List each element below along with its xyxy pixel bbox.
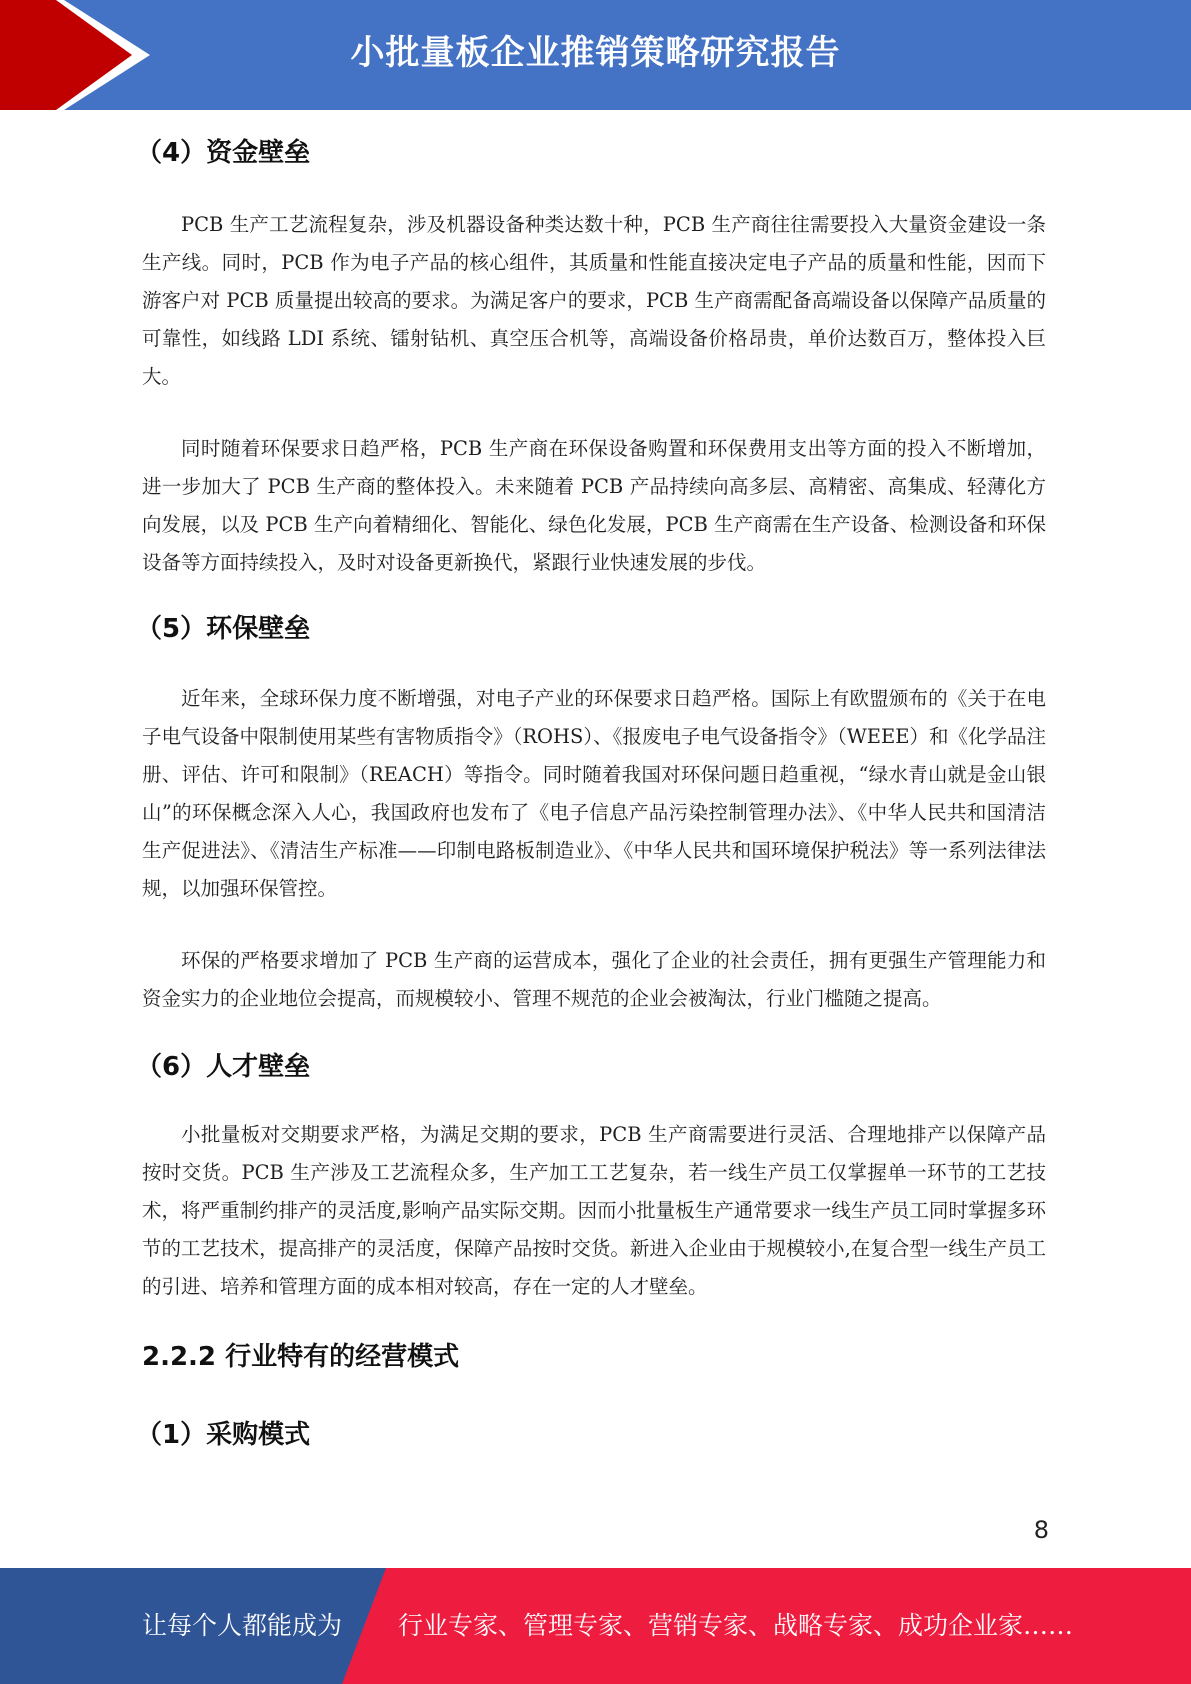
section-heading: （6）人才壁垒 xyxy=(136,1052,311,1082)
page-header xyxy=(0,0,1191,110)
section-procurement-model xyxy=(136,1414,1046,1451)
section-heading: （5）环保壁垒 xyxy=(136,614,311,644)
paragraph: 环保的严格要求增加了 PCB 生产商的运营成本，强化了企业的社会责任，拥有更强生产管理能力和资金实力的企业地位会提高，而规模较小、管理不规范的企业会被淘汰，行业门槛随之提高。 xyxy=(142,949,1046,1010)
section-heading: 2.2.2 行业特有的经营模式 xyxy=(142,1342,460,1372)
page-number: 8 xyxy=(1033,1516,1049,1544)
section-heading: （4）资金壁垒 xyxy=(136,138,311,168)
paragraph: 近年来，全球环保力度不断增强，对电子产业的环保要求日趋严格。国际上有欧盟颁布的《关于在电子电气设备中限制使用某些有害物质指令》（ROHS）、《报废电子电气设备指令》（WEEE）和《化学品注册、评估、许可和限制》（REACH）等指令。同时随着我国对环保问题日趋重视，“绿水青山就是金山银山”的环保概念深入人心，我国政府也发布了《电子信息产品污染控制管理办法》、《中华人民共和国清洁生产促进法》、《清洁生产标准——印制电路板制造业》、《中华人民共和国环境保护税法》等一系列法律法规，以加强环保管控。 xyxy=(142,687,1046,900)
section-heading: （1）采购模式 xyxy=(136,1420,311,1450)
section-talent-barrier xyxy=(136,1046,1046,1083)
section-business-model xyxy=(142,1336,1046,1373)
footer-slogan-left: 让每个人都能成为 xyxy=(142,1611,343,1640)
paragraph: 小批量板对交期要求严格，为满足交期的要求，PCB 生产商需要进行灵活、合理地排产以保障产品按时交货。PCB 生产涉及工艺流程众多，生产加工工艺复杂，若一线生产员工仅掌握单一环节的工艺技术，将严重制约排产的灵活度,影响产品实际交期。因而小批量板生产通常要求一线生产员工同时掌握多环节的工艺技术，提高排产的灵活度，保障产品按时交货。新进入企业由于规模较小,在复合型一线生产员工的引进、培养和管理方面的成本相对较高，存在一定的人才壁垒。 xyxy=(142,1123,1046,1298)
paragraph: 同时随着环保要求日趋严格，PCB 生产商在环保设备购置和环保费用支出等方面的投入不断增加，进一步加大了 PCB 生产商的整体投入。未来随着 PCB 产品持续向高多层、高精密、高集成、轻薄化方向发展，以及 PCB 生产向着精细化、智能化、绿色化发展，PCB 生产商需在生产设备、检测设备和环保设备等方面持续投入，及时对设备更新换代，紧跟行业快速发展的步伐。 xyxy=(142,437,1046,574)
footer-slogan-right: 行业专家、管理专家、营销专家、战略专家、成功企业家…… xyxy=(398,1611,1074,1640)
page-footer xyxy=(0,1568,1191,1684)
header-arrow-icon xyxy=(0,0,150,110)
paragraph: PCB 生产工艺流程复杂，涉及机器设备种类达数十种，PCB 生产商往往需要投入大量资金建设一条生产线。同时，PCB 作为电子产品的核心组件，其质量和性能直接决定电子产品的质量和性能，因而下游客户对 PCB 质量提出较高的要求。为满足客户的要求，PCB 生产商需配备高端设备以保障产品质量的可靠性，如线路 LDI 系统、镭射钻机、真空压合机等，高端设备价格昂贵，单价达数百万，整体投入巨大。 xyxy=(142,213,1046,388)
section-capital-barrier xyxy=(136,132,1046,169)
section-environmental-barrier xyxy=(136,608,1046,645)
header-title: 小批量板企业推销策略研究报告 xyxy=(350,33,841,73)
